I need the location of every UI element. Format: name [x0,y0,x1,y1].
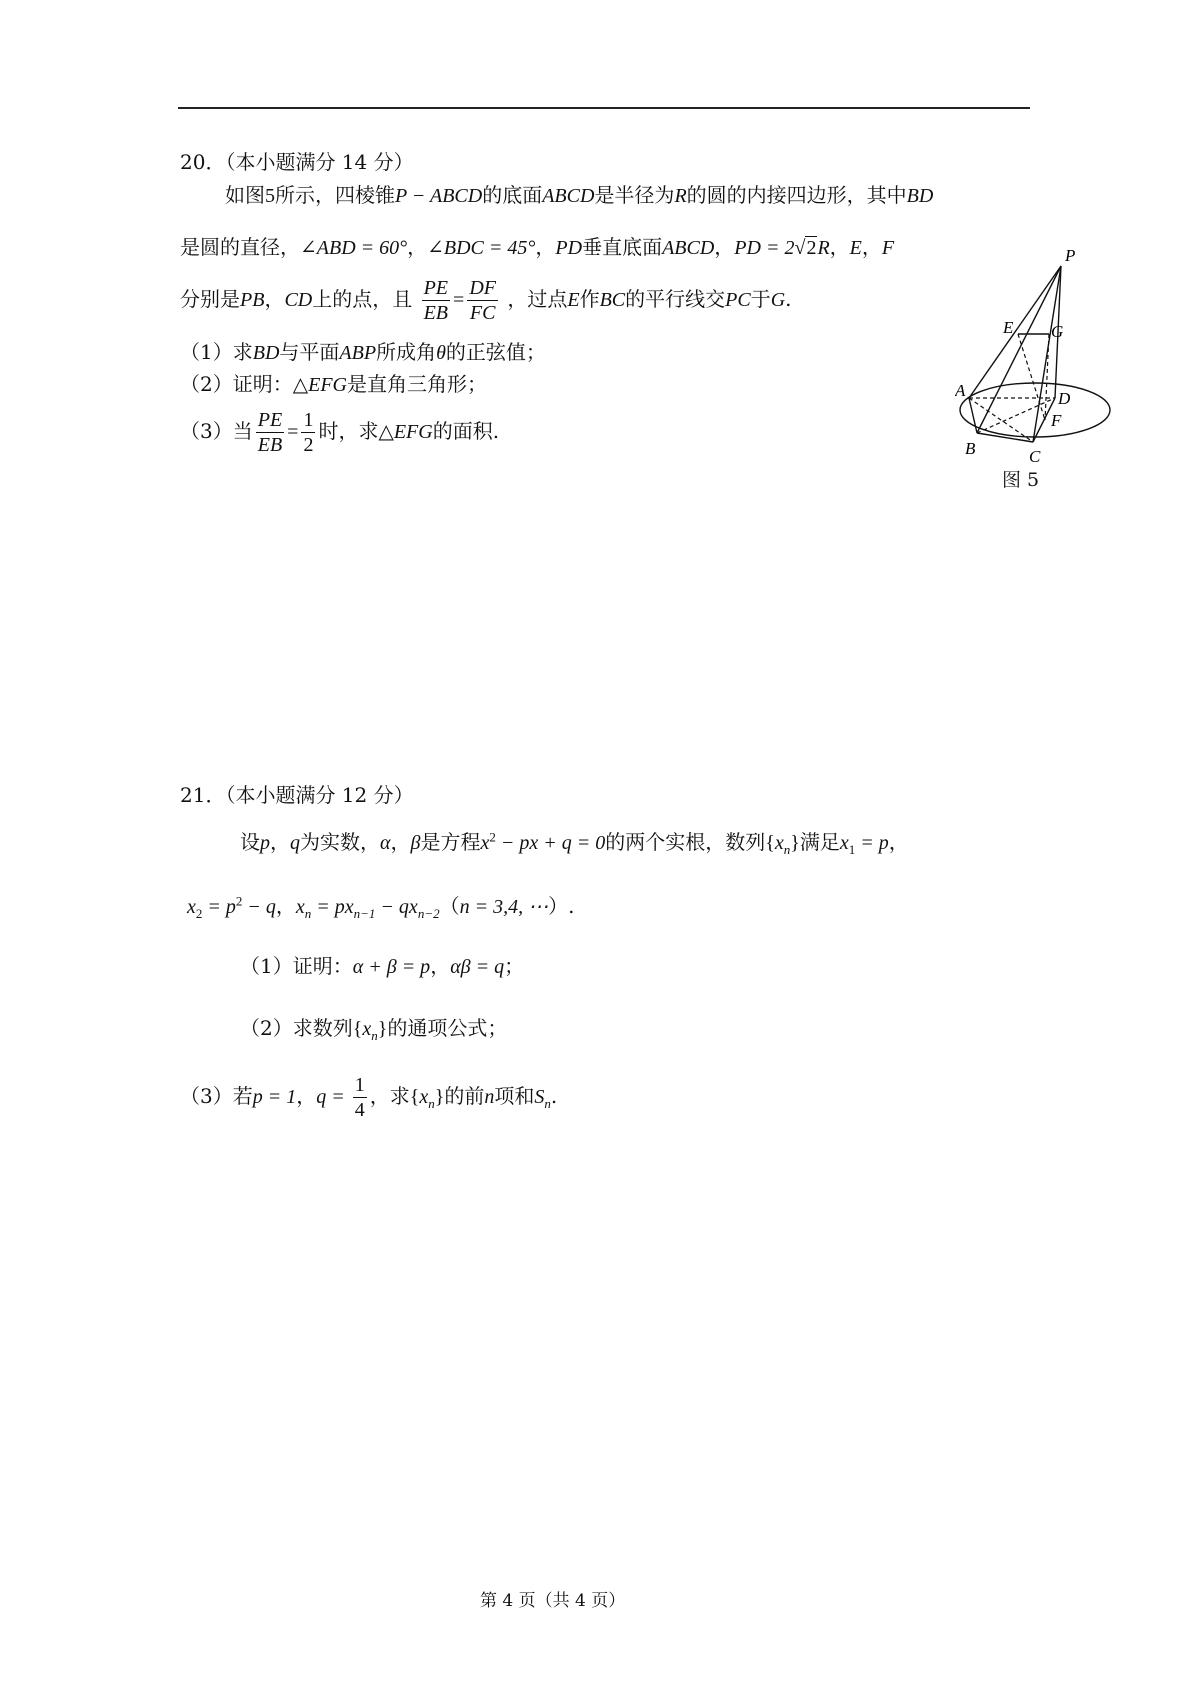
math: n [783,842,791,857]
figure-5-pyramid [955,248,1115,503]
problem-21-line-1 [240,829,909,857]
text: 所示，四棱锥 [275,183,395,207]
math: n = 3,4, ⋯ [459,896,549,918]
problem-21-question-2 [240,1016,508,1043]
text: ，求 [369,1084,410,1108]
dashed-AC [969,398,1033,442]
math: ∠BDC = 45° [427,237,536,259]
text: 如图 [225,183,265,207]
math: ∠ABD = 60° [300,237,408,259]
math: R [817,237,830,259]
math: = p [855,832,889,854]
text: 的面积. [432,419,500,443]
text: 上的点，且 [312,287,413,311]
problem-21-line-2 [187,893,575,921]
text: 满足 [799,830,840,854]
text: . [785,287,792,311]
text: ， [714,235,735,259]
math: αβ = q [450,956,505,978]
text: ）. [548,894,575,918]
text: ， [829,235,850,259]
page-footer: 第 4 页（共 4 页） [480,1591,626,1611]
problem-21-question-1 [240,956,524,977]
text: 垂直底面 [582,235,663,259]
text: 的正弦值； [445,340,546,364]
text: （2）求数列 [240,1016,353,1040]
math: q [290,832,300,854]
math: 2 [489,829,496,845]
text: ， [390,830,411,854]
text: 作 [579,287,600,311]
label-G: G [1051,322,1064,341]
text: ； [504,954,525,978]
text: 设 [240,830,260,854]
math: 1 [848,842,856,857]
text: 与平面 [279,340,340,364]
problem-20-header: 20．（本小题满分 14 分） [180,150,414,174]
math: α [380,832,391,854]
math: x [295,896,305,918]
math: PD [555,237,583,259]
math: = [453,289,465,311]
math: S [534,1086,545,1108]
text: 是半径为 [594,183,675,207]
math: n [484,1086,495,1108]
math: n [371,1028,378,1043]
dashed-EF [1018,334,1045,420]
math: p = 1 [252,1086,297,1108]
math: PB [240,289,265,311]
fraction: $\frac{1}{2}$ [303,409,314,456]
fraction: $\frac{PE}{EB}$ [257,409,283,456]
problem-20-question-3 [180,408,499,457]
math: } [434,1086,445,1108]
text: 的两个实根，数列 [605,830,766,854]
math: x [187,896,196,918]
math: n−1 [353,906,376,921]
math: n [544,1096,551,1111]
text: ， [407,235,428,259]
math: q = [316,1086,350,1108]
text: 时，求 [318,419,379,443]
math: x [839,832,849,854]
problem-21-question-3 [180,1073,557,1122]
problem-20-line-3 [180,276,792,325]
math: 5 [265,185,275,207]
label-A: A [955,381,966,400]
math: − px + q = 0 [495,832,606,854]
text: 为实数， [300,830,380,854]
problem-20-question-2 [180,374,487,395]
math: BD [906,185,934,207]
math: } [790,832,800,854]
text: （2）证明： [180,372,293,396]
label-F: F [1051,411,1062,430]
text: 分别是 [180,287,240,311]
math: E [849,237,862,259]
text: . [550,1084,558,1108]
math: P − ABCD [395,185,483,207]
math: x [480,832,490,854]
math: PD = 2 [734,237,795,259]
math: n [428,1096,435,1111]
text: ， [296,1084,317,1108]
math: BD [252,342,280,364]
math: θ [436,342,446,364]
math: x [419,1086,429,1108]
problem-21-header: 21．（本小题满分 12 分） [180,783,414,807]
text: ， [535,235,556,259]
label-C: C [1029,447,1041,466]
label-B: B [965,439,976,458]
text: 是方程 [420,830,481,854]
text: （3）若 [180,1084,253,1108]
math: x [774,832,784,854]
fraction: $\frac{PE}{EB}$ [423,277,449,324]
math: { [409,1086,420,1108]
fraction: $\frac{1}{4}$ [354,1074,365,1121]
text: （1）证明： [240,954,353,978]
text: 的平行线交 [625,287,726,311]
math: ABCD [662,237,715,259]
header-rule [178,107,1030,109]
math: n−2 [417,906,440,921]
math: − qx [375,896,418,918]
text: ， [270,830,290,854]
math: α + β = p [352,956,431,978]
math: BC [599,289,626,311]
math: G [770,289,786,311]
text: 是直角三角形； [347,372,487,396]
label-E: E [1003,318,1014,337]
text: （3）当 [180,419,253,443]
math: n [304,906,312,921]
fraction: $\frac{DF}{FC}$ [469,277,496,324]
math: } [377,1018,388,1040]
math: F [881,237,895,259]
text: （ [439,894,460,918]
problem-20-question-1 [180,342,546,363]
math: = [287,421,299,443]
text: 于 [750,287,771,311]
problem-20-line-1 [225,185,933,206]
text: ， [430,954,451,978]
text: ， [861,235,882,259]
math: = p [202,896,236,918]
text: 的通项公式； [387,1016,508,1040]
math: = px [311,896,354,918]
text: 项和 [494,1084,535,1108]
math: 2 [195,906,203,921]
label-D: D [1058,389,1071,408]
figure-5-caption: 图 5 [1002,469,1040,491]
math: 2 [235,893,243,909]
text: ， [275,894,296,918]
math: { [352,1018,363,1040]
text: ， [264,287,285,311]
text: 的前 [444,1084,485,1108]
math: CD [284,289,313,311]
math: 2 [806,237,817,259]
text: 是圆的直径， [180,235,300,259]
math: △EFG [378,421,433,443]
text: ， [888,830,909,854]
math: β [410,832,421,854]
math: − q [242,896,276,918]
math: { [765,832,775,854]
math: ABP [339,342,377,364]
math: R [674,185,687,207]
text: （1）求 [180,340,253,364]
text: ，过点 [507,287,568,311]
text: 的底面 [482,183,543,207]
math: PC [725,289,751,311]
math: x [362,1018,372,1040]
label-P: P [1065,248,1076,265]
math: ABCD [542,185,595,207]
problem-20-line-2: 是圆的直径，∠ABD = 60°，∠BDC = 45°，PD垂直底面ABCD，PD = 2√2R，E，F [180,235,895,259]
math: △EFG [292,374,347,396]
text: 所成角 [376,340,437,364]
math: p [260,832,270,854]
math: E [567,289,580,311]
text: 的圆的内接四边形，其中 [686,183,907,207]
